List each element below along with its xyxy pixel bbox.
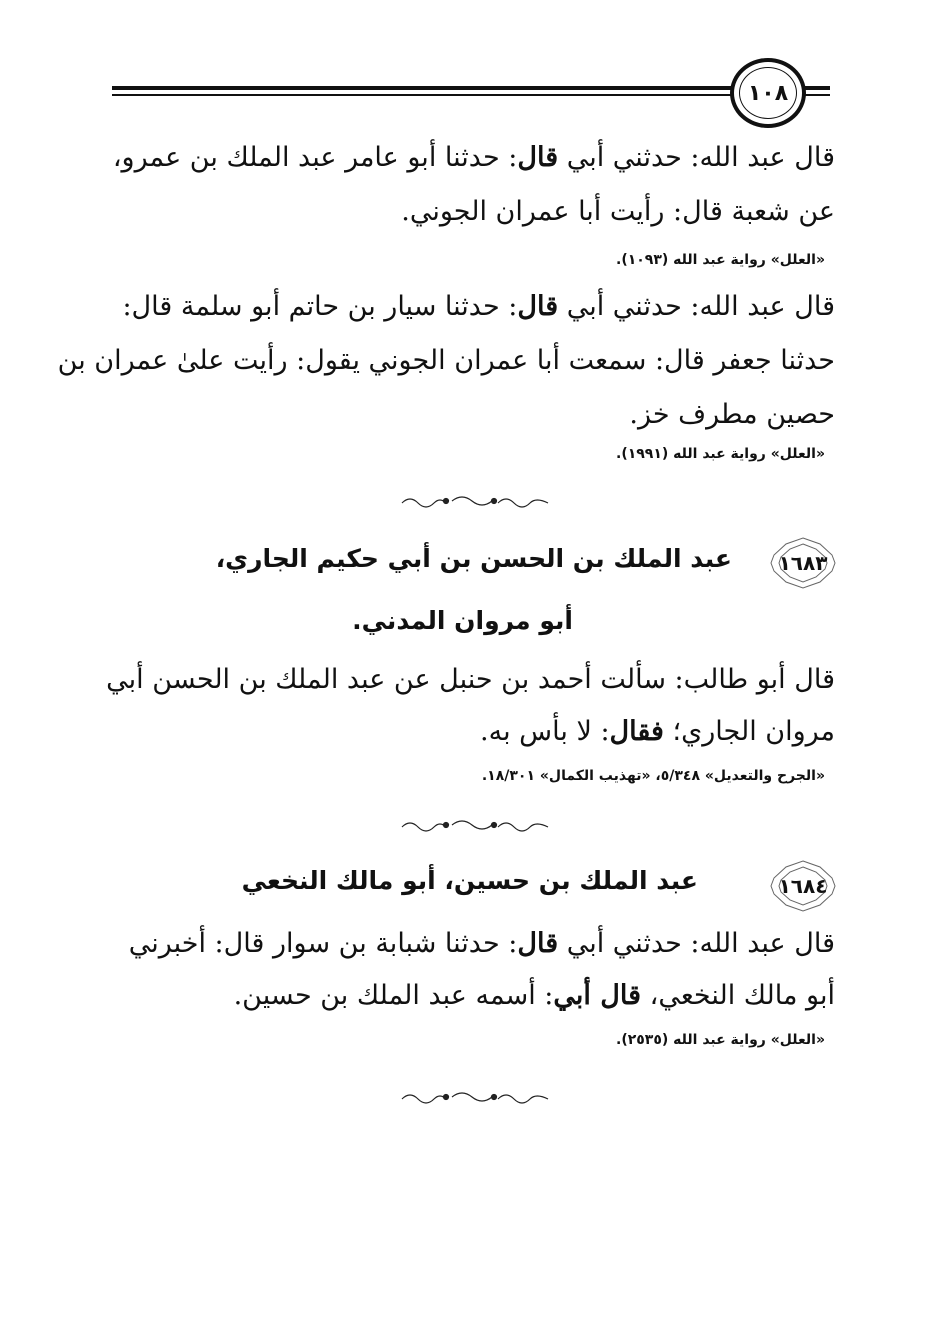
text-line: قال عبد الله: حدثني أبي قال: حدثنا سيار بن حاتم أبو سلمة قال: (122, 291, 835, 322)
page-number: ١٠٨ (730, 58, 806, 128)
source-reference: «العلل» رواية عبد الله (١٠٩٣). (616, 252, 825, 268)
text-line: حصين مطرف خز. (629, 399, 835, 430)
source-reference: «الجرح والتعديل» ٥/٣٤٨، «تهذيب الكمال» ١٨/٣٠١. (481, 768, 825, 784)
entry-number-badge: ١٦٨٣ (760, 535, 846, 591)
text-line: حدثنا جعفر قال: سمعت أبا عمران الجوني يقول: رأيت علىٰ عمران بن (57, 345, 835, 376)
text-line: عن شعبة قال: رأيت أبا عمران الجوني. (401, 196, 835, 227)
text-line: قال عبد الله: حدثني أبي قال: حدثنا شبابة بن سوار قال: أخبرني (128, 928, 835, 959)
text-line: أبو مالك النخعي، قال أبي: أسمه عبد الملك بن حسين. (233, 980, 835, 1011)
text-line: قال أبو طالب: سألت أحمد بن حنبل عن عبد الملك بن الحسن أبي (106, 664, 835, 695)
entry-number-badge: ١٦٨٤ (760, 858, 846, 914)
text-line: قال عبد الله: حدثني أبي قال: حدثنا أبو عامر عبد الملك بن عمرو، (112, 142, 835, 173)
source-reference: «العلل» رواية عبد الله (٢٥٣٥). (616, 1032, 825, 1048)
entry-title: عبد الملك بن حسين، أبو مالك النخعي (241, 866, 698, 895)
header-rule (112, 86, 830, 100)
entry-title: عبد الملك بن الحسن بن أبي حكيم الجاري، (215, 544, 732, 573)
entry-title: أبو مروان المدني. (352, 606, 573, 635)
source-reference: «العلل» رواية عبد الله (١٩٩١). (616, 446, 825, 462)
section-divider-ornament (400, 1090, 552, 1104)
text-line: مروان الجاري؛ فقال: لا بأس به. (480, 716, 835, 747)
section-divider-ornament (400, 818, 552, 832)
section-divider-ornament (400, 494, 552, 508)
